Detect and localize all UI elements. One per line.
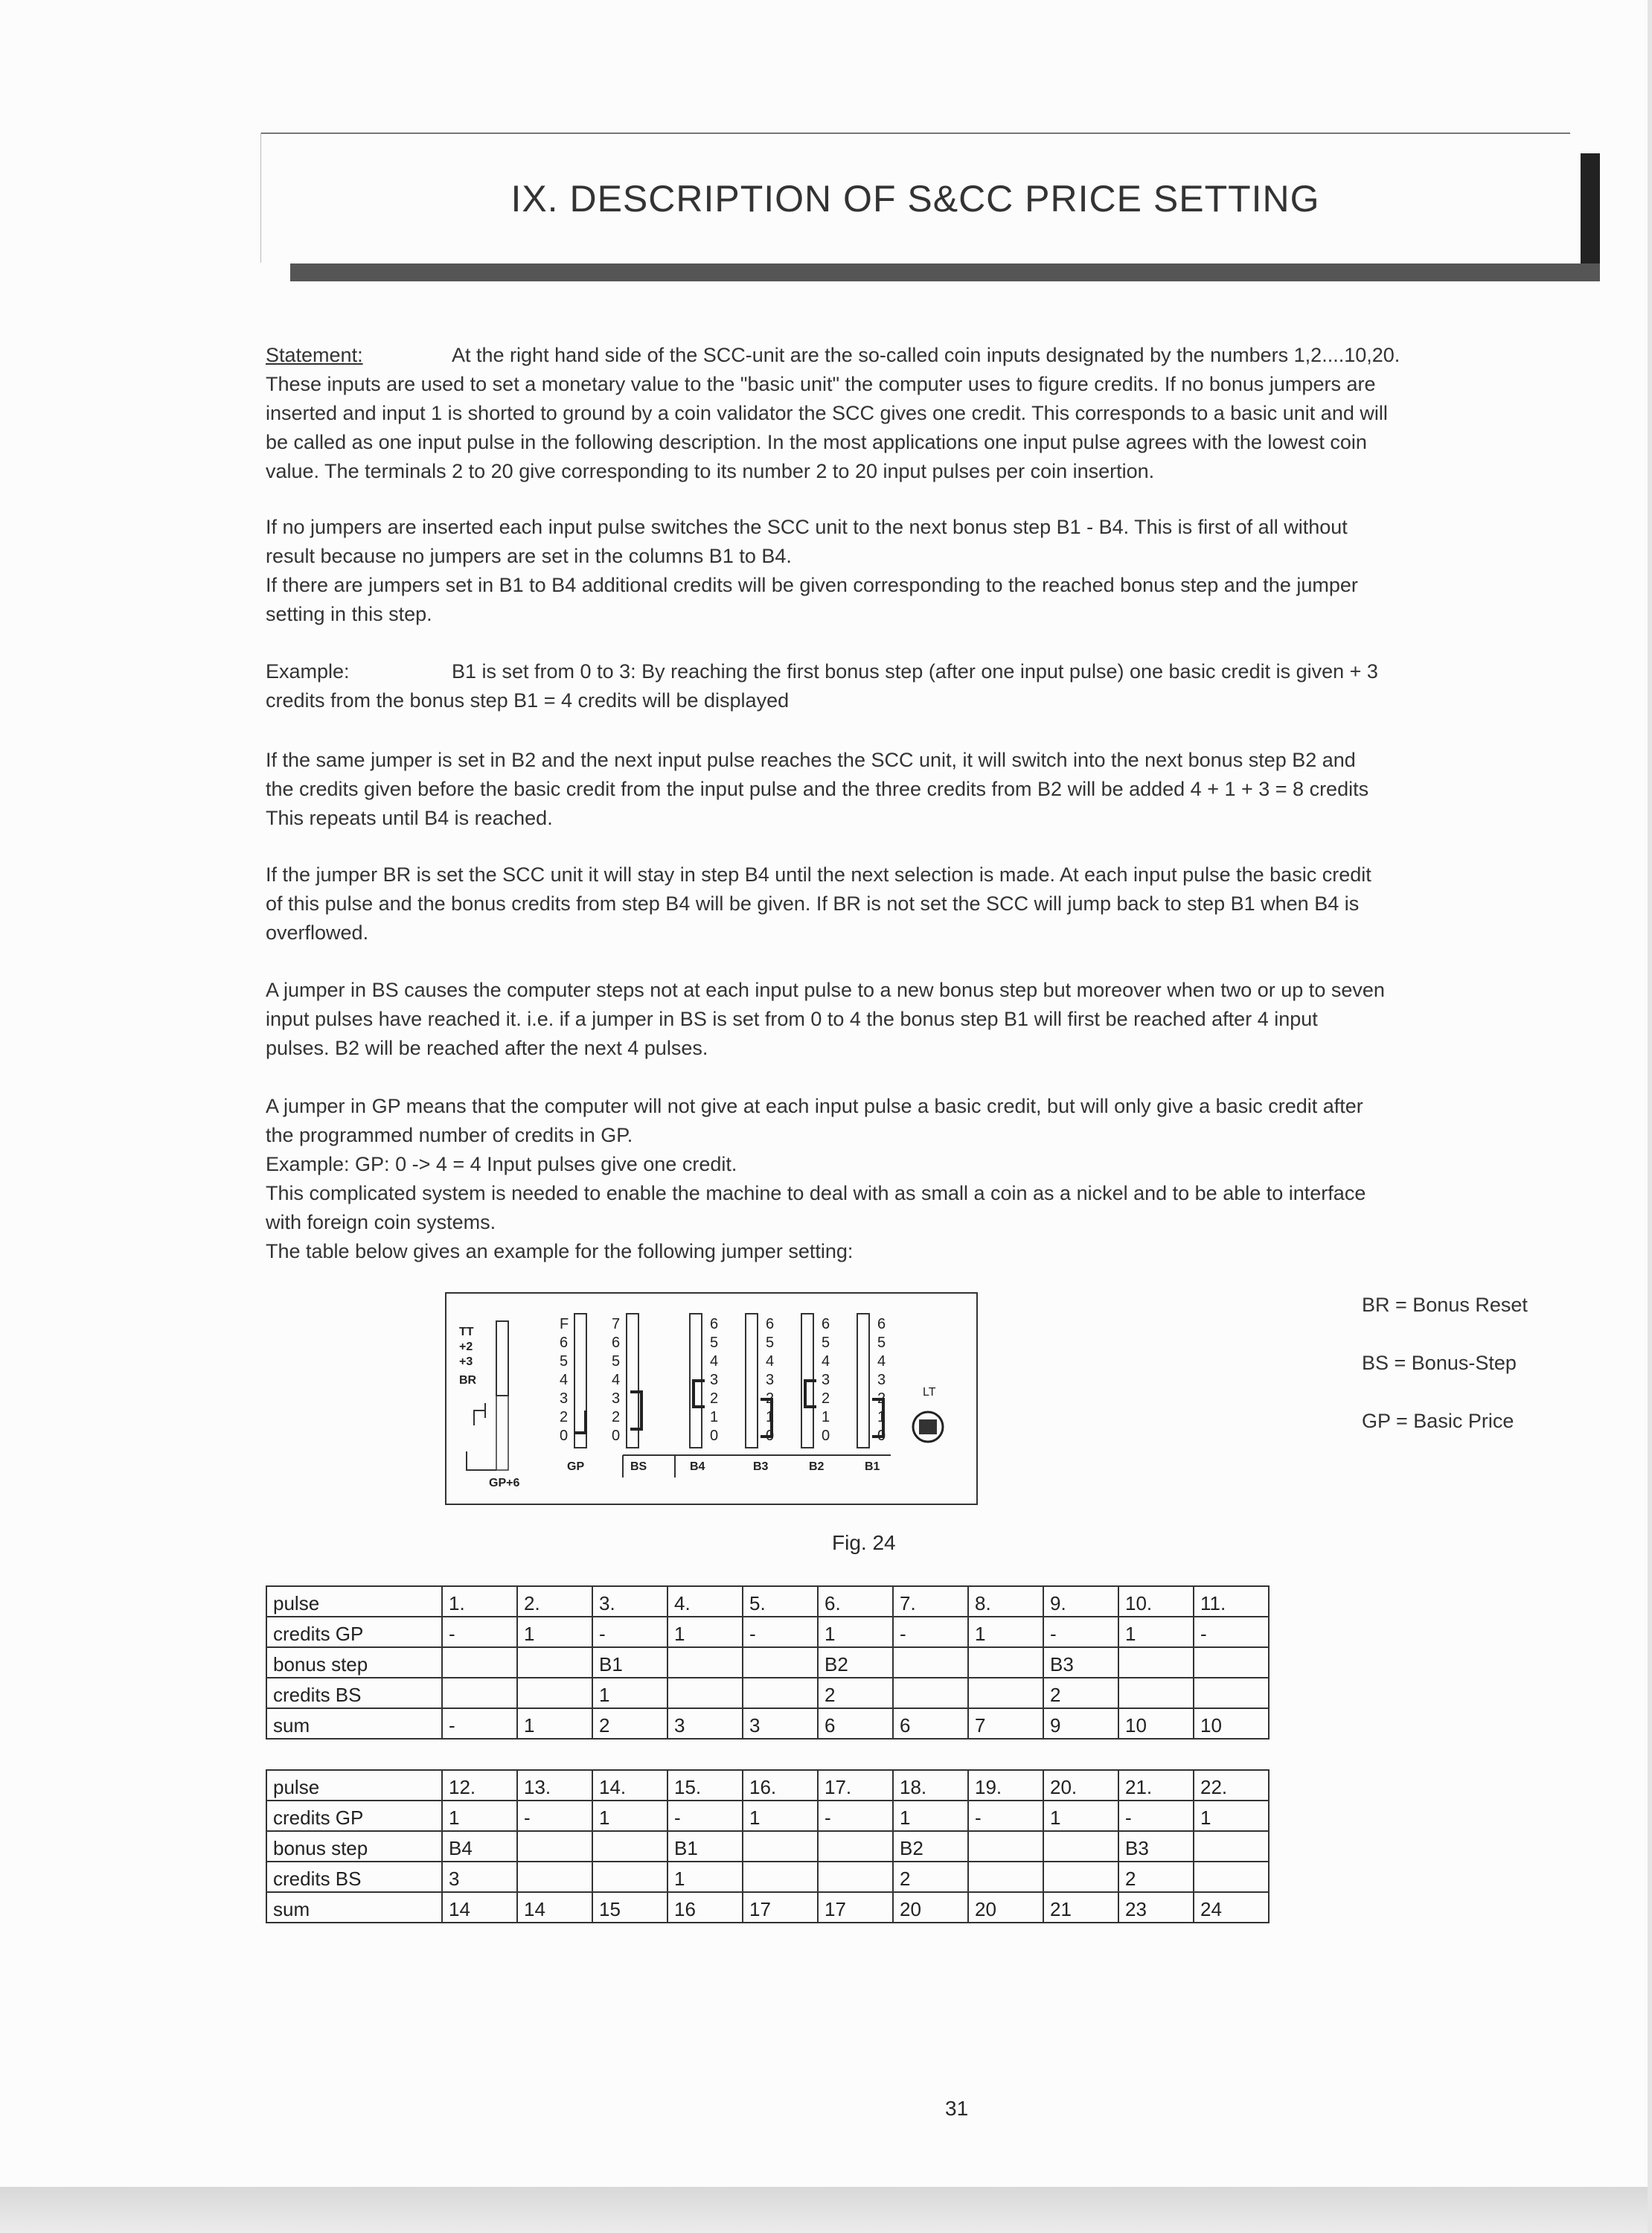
table-cell: 1 [667,1617,743,1647]
table-cell: 17. [818,1770,893,1801]
table-cell: 1 [1118,1617,1194,1647]
example-paragraph [266,657,1605,715]
legend-bs: BS = Bonus-Step [1362,1352,1517,1374]
b3-label: B3 [753,1460,769,1473]
table-cell [517,1831,592,1862]
page-title: IX. DESCRIPTION OF S&CC PRICE SETTING [510,178,1320,220]
table-cell: - [893,1617,968,1647]
digit: 1 [877,1409,886,1425]
digit: 2 [612,1409,621,1425]
digit: 4 [766,1353,775,1370]
table-cell: 18. [893,1770,968,1801]
table-cell [818,1831,893,1862]
statement-label: Statement: [266,344,363,366]
table-cell: 15 [592,1892,667,1923]
same-jumper-paragraph [266,746,1605,833]
row-label: pulse [266,1770,442,1801]
paragraph-line: pulses. B2 will be reached after the next 4 pulses. [266,1037,708,1059]
digit: 4 [612,1372,621,1388]
table-cell: 1 [592,1801,667,1831]
table-cell [1118,1678,1194,1708]
paragraph-line: The table below gives an example for the following jumper setting: [266,1240,854,1262]
table-cell: 2 [1043,1678,1118,1708]
digit: 0 [560,1428,569,1444]
table-cell: 19. [968,1770,1043,1801]
b2-jumper [805,1381,816,1407]
table-cell [1194,1831,1269,1862]
statement-line: These inputs are used to set a monetary value to the "basic unit" the computer uses to figure credits. If no bonus jumpers are [266,373,1376,395]
table-cell [1043,1831,1118,1862]
row-label: bonus step [266,1831,442,1862]
table-cell: 3 [667,1708,743,1739]
table-cell: 3 [743,1708,818,1739]
table-cell [743,1831,818,1862]
example-text: B1 is set from 0 to 3: By reaching the first bonus step (after one input pulse) one basic credit is given + 3 [452,660,1378,683]
table-cell: 7 [968,1708,1043,1739]
table-cell: 20 [893,1892,968,1923]
table-cell: 1 [517,1708,592,1739]
tt-label: TT [459,1326,474,1338]
digit: 3 [612,1390,621,1407]
table-cell: 1 [893,1801,968,1831]
table-row [266,1647,1269,1678]
figure-caption: Fig. 24 [832,1531,896,1554]
digit: 6 [766,1316,775,1332]
table-cell: 1 [968,1617,1043,1647]
row-label: credits GP [266,1801,442,1831]
statement-paragraph [266,341,1605,486]
table-cell: - [517,1801,592,1831]
table-cell: 6 [818,1708,893,1739]
statement-line: value. The terminals 2 to 20 give corresponding to its number 2 to 20 input pulses per coin insertion. [266,460,1155,482]
b3-jumper-block [746,1314,758,1448]
heading-banner [260,132,1600,281]
paragraph-line: the programmed number of credits in GP. [266,1124,633,1146]
table-row [266,1770,1269,1801]
pulse-table-1 [266,1585,1270,1740]
table-row [266,1892,1269,1923]
digit: 3 [710,1372,719,1388]
bonus-reset-paragraph [266,860,1605,948]
paragraph-line: This complicated system is needed to enable the machine to deal with as small a coin as a nickel and to be able to interface [266,1182,1366,1204]
table-cell: - [1194,1617,1269,1647]
table-cell [893,1647,968,1678]
table-cell: 10 [1194,1708,1269,1739]
table-row [266,1831,1269,1862]
table-cell [517,1862,592,1892]
row-label: credits BS [266,1678,442,1708]
banner-right-bar [1581,153,1600,280]
bs-label: BS [630,1460,647,1473]
table-cell: 1 [1043,1801,1118,1831]
table-cell: 20. [1043,1770,1118,1801]
table-cell: 1 [818,1617,893,1647]
digit: 5 [612,1353,621,1370]
digit: 2 [766,1390,775,1407]
table-cell [968,1862,1043,1892]
banner-top-rule [260,132,1570,134]
digit: 1 [822,1409,830,1425]
paragraph-line: If the same jumper is set in B2 and the next input pulse reaches the SCC unit, it will switch into the next bonus step B2 and [266,749,1356,771]
digit: 0 [822,1428,830,1444]
left-block-labels [459,1326,477,1387]
b4-jumper [694,1381,705,1407]
digit: 3 [560,1390,569,1407]
table-cell: 2 [818,1678,893,1708]
table-cell [1194,1647,1269,1678]
table-cell: 5. [743,1586,818,1617]
table-cell: 1 [743,1801,818,1831]
paragraph-line: with foreign coin systems. [266,1211,496,1233]
paragraph-line: of this pulse and the bonus credits from step B4 will be given. If BR is not set the SCC will jump back to step B1 when B4 is [266,892,1360,915]
table-cell: - [1043,1617,1118,1647]
paragraph-line: credits from the bonus step B1 = 4 credits will be displayed [266,689,790,712]
row-label: sum [266,1708,442,1739]
pulse-table-2 [266,1769,1270,1923]
digit: 3 [877,1372,886,1388]
table-cell: - [442,1708,517,1739]
table-cell: 6 [893,1708,968,1739]
digit: F [560,1316,569,1332]
table-row [266,1708,1269,1739]
digit: 2 [877,1390,886,1407]
bs-column-digits [612,1316,620,1444]
gp6-bracket [467,1403,496,1470]
plus2-label: +2 [459,1341,473,1353]
paragraph-line: result because no jumpers are set in the columns B1 to B4. [266,545,792,567]
table-cell [893,1678,968,1708]
statement-line: be called as one input pulse in the following description. In the most applications one input pulse agrees with the lowest coin [266,431,1367,453]
paragraph-line: A jumper in BS causes the computer steps not at each input pulse to a new bonus step but moreover when two or up to seven [266,979,1385,1001]
table-cell: 23 [1118,1892,1194,1923]
digit: 0 [766,1428,775,1444]
table-cell [667,1647,743,1678]
digit: 0 [612,1428,621,1444]
table-cell [442,1647,517,1678]
digit: 7 [612,1316,621,1332]
table-cell: 6. [818,1586,893,1617]
table-row [266,1678,1269,1708]
paragraph-line: If there are jumpers set in B1 to B4 additional credits will be given corresponding to the reached bonus step and the jumper [266,574,1358,596]
table-cell: 13. [517,1770,592,1801]
digit: 6 [710,1316,719,1332]
example-label: Example: [266,660,350,683]
scan-edge [1648,0,1652,2233]
row-label: bonus step [266,1647,442,1678]
table-cell: 24 [1194,1892,1269,1923]
row-label: pulse [266,1586,442,1617]
digit: 2 [710,1390,719,1407]
b4-column-digits [710,1316,718,1444]
digit: 5 [822,1335,830,1351]
table-cell: B1 [592,1647,667,1678]
row-label: credits GP [266,1617,442,1647]
table-cell: 14 [442,1892,517,1923]
table-cell: 10. [1118,1586,1194,1617]
table-cell [592,1831,667,1862]
gp-label: GP [567,1460,585,1473]
table-cell [743,1862,818,1892]
b4-label: B4 [690,1460,705,1473]
gp-column-digits [560,1316,569,1444]
digit: 2 [560,1409,569,1425]
table-cell [517,1647,592,1678]
table-cell: 1 [1194,1801,1269,1831]
table-cell [1118,1647,1194,1678]
table-cell: 4. [667,1586,743,1617]
table-cell [968,1678,1043,1708]
table-cell [743,1647,818,1678]
table-cell: 1 [592,1678,667,1708]
table-cell [743,1678,818,1708]
digit: 4 [822,1353,830,1370]
digit: 0 [877,1428,886,1444]
paragraph-line: Example: GP: 0 -> 4 = 4 Input pulses give one credit. [266,1153,737,1175]
table-cell: 3. [592,1586,667,1617]
table-cell: - [968,1801,1043,1831]
table-cell: 10 [1118,1708,1194,1739]
table-row [266,1862,1269,1892]
digit: 4 [560,1372,569,1388]
table-cell: 2 [1118,1862,1194,1892]
table-cell: 9 [1043,1708,1118,1739]
digit: 5 [560,1353,569,1370]
row-label: sum [266,1892,442,1923]
table-cell: 7. [893,1586,968,1617]
table-cell [667,1678,743,1708]
table-cell: 3 [442,1862,517,1892]
table-cell [1043,1862,1118,1892]
statement-text: At the right hand side of the SCC-unit are the so-called coin inputs designated by the numbers 1,2....10,20. [452,344,1400,366]
table-cell: B3 [1043,1647,1118,1678]
lt-label: LT [923,1386,936,1399]
b2-column-digits [822,1316,830,1444]
paragraph-line: overflowed. [266,921,369,944]
table-cell: - [592,1617,667,1647]
left-jumper-block [496,1321,508,1396]
table-cell: 2 [893,1862,968,1892]
digit: 2 [822,1390,830,1407]
table-cell: 16 [667,1892,743,1923]
table-cell: 21 [1043,1892,1118,1923]
table-cell: 8. [968,1586,1043,1617]
digit: 3 [822,1372,830,1388]
basic-price-paragraph [266,1092,1605,1266]
digit: 6 [822,1316,830,1332]
table-cell: 20 [968,1892,1043,1923]
table-cell: B4 [442,1831,517,1862]
table-cell: 21. [1118,1770,1194,1801]
table-row [266,1617,1269,1647]
bs-jumper [630,1392,641,1429]
paragraph-line: This repeats until B4 is reached. [266,807,553,829]
table-cell: B1 [667,1831,743,1862]
table-cell [1194,1678,1269,1708]
digit: 3 [766,1372,775,1388]
digit: 5 [710,1335,719,1351]
table-cell: 1 [667,1862,743,1892]
banner-bottom-bar [290,263,1600,281]
digit: 6 [612,1335,621,1351]
table-cell [517,1678,592,1708]
paragraph-line: input pulses have reached it. i.e. if a jumper in BS is set from 0 to 4 the bonus step B1 will first be reached after 4 input [266,1008,1318,1030]
table-cell: - [1118,1801,1194,1831]
table-cell: 17 [818,1892,893,1923]
table-cell [1194,1862,1269,1892]
table-cell: 15. [667,1770,743,1801]
digit: 4 [710,1353,719,1370]
digit: 0 [710,1428,719,1444]
table-cell: 16. [743,1770,818,1801]
page-number: 31 [945,2097,969,2120]
table-cell: - [442,1617,517,1647]
lt-lamp-core [919,1419,937,1434]
paragraph-line: setting in this step. [266,603,432,625]
table-cell: - [743,1617,818,1647]
gp6-block [496,1396,508,1470]
table-cell: 22. [1194,1770,1269,1801]
table-cell [968,1831,1043,1862]
plus3-label: +3 [459,1355,473,1368]
paragraph-line: the credits given before the basic credit from the input pulse and the three credits from B2 will be added 4 + 1 + 3 = 8 credits [266,778,1369,800]
paragraph-line: If the jumper BR is set the SCC unit it will stay in step B4 until the next selection is made. At each input pulse the basic credit [266,863,1371,886]
table-cell: 11. [1194,1586,1269,1617]
table-row [266,1586,1269,1617]
b1-jumper-block [857,1314,869,1448]
jumper-setting-diagram [444,1291,980,1507]
table-cell: 2. [517,1586,592,1617]
table-cell: 1 [442,1801,517,1831]
table-cell: - [667,1801,743,1831]
table-cell: 14. [592,1770,667,1801]
gp-jumper [574,1411,586,1433]
br-label: BR [459,1374,477,1387]
table-cell: B3 [1118,1831,1194,1862]
digit: 4 [877,1353,886,1370]
digit: 1 [766,1409,775,1425]
b1-label: B1 [865,1460,880,1473]
table-cell: 14 [517,1892,592,1923]
scan-shadow [0,2187,1652,2233]
digit: 6 [877,1316,886,1332]
digit: 6 [560,1335,569,1351]
legend-br: BR = Bonus Reset [1362,1294,1528,1316]
digit: 1 [710,1409,719,1425]
table-cell [442,1678,517,1708]
b2-label: B2 [809,1460,825,1473]
table-cell [968,1647,1043,1678]
table-cell: 1. [442,1586,517,1617]
table-cell: B2 [818,1647,893,1678]
table-cell: - [818,1801,893,1831]
table-cell: 1 [517,1617,592,1647]
table-cell: 17 [743,1892,818,1923]
table-cell: 12. [442,1770,517,1801]
bonus-step-jumper-paragraph [266,976,1605,1063]
digit: 5 [877,1335,886,1351]
table-cell: 9. [1043,1586,1118,1617]
table-row [266,1801,1269,1831]
paragraph-line: A jumper in GP means that the computer will not give at each input pulse a basic credit, but will only give a basic credit after [266,1095,1363,1117]
table-cell: B2 [893,1831,968,1862]
statement-line: inserted and input 1 is shorted to ground by a coin validator the SCC gives one credit. This corresponds to a basic unit and will [266,402,1388,424]
table-cell [818,1862,893,1892]
gp6-label: GP+6 [489,1477,520,1489]
bonus-step-paragraph [266,513,1605,629]
paragraph-line: If no jumpers are inserted each input pulse switches the SCC unit to the next bonus step B1 - B4. This is first of all without [266,516,1348,538]
table-cell [592,1862,667,1892]
digit: 5 [766,1335,775,1351]
legend-gp: GP = Basic Price [1362,1410,1514,1432]
table-cell: 2 [592,1708,667,1739]
row-label: credits BS [266,1862,442,1892]
